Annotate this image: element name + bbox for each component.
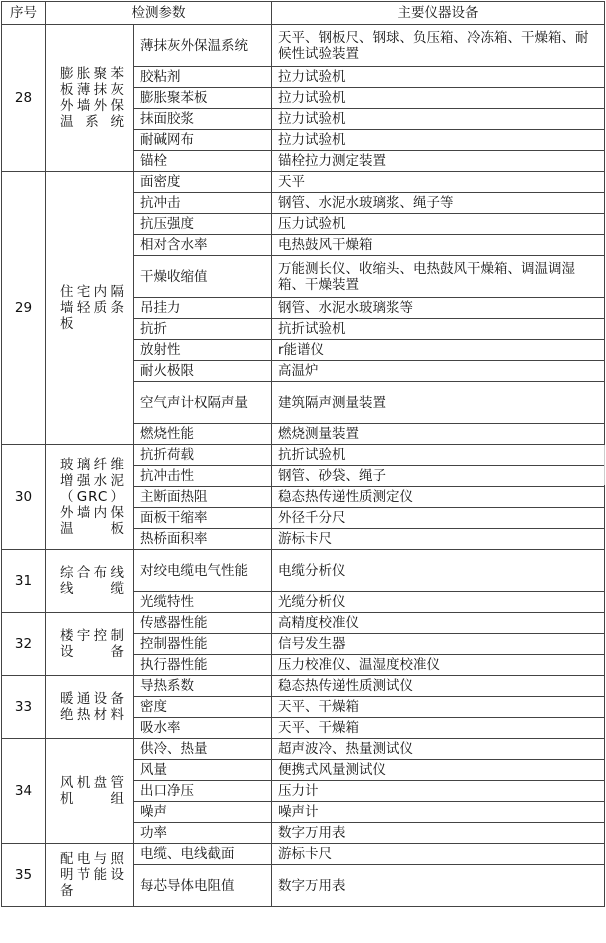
param-cell: 胶粘剂 <box>134 67 272 88</box>
header-equipment: 主要仪器设备 <box>272 2 605 25</box>
param-cell: 耐碱网布 <box>134 130 272 151</box>
param-cell: 抹面胶浆 <box>134 109 272 130</box>
param-cell: 控制器性能 <box>134 634 272 655</box>
table-body <box>2 25 605 907</box>
equipment-cell: 天平、干燥箱 <box>272 718 605 739</box>
equipment-cell: 天平 <box>272 172 605 193</box>
equipment-cell: r能谱仪 <box>272 340 605 361</box>
equipment-cell: 游标卡尺 <box>272 529 605 550</box>
system-name: 楼宇控制设备 <box>46 613 134 676</box>
equipment-cell: 高温炉 <box>272 361 605 382</box>
group-number: 34 <box>2 739 46 844</box>
system-name: 暖通设备绝热材料 <box>46 676 134 739</box>
param-cell: 热桥面积率 <box>134 529 272 550</box>
equipment-cell: 建筑隔声测量装置 <box>272 382 605 424</box>
equipment-cell: 万能测长仪、收缩头、电热鼓风干燥箱、调温调湿箱、干燥装置 <box>272 256 605 298</box>
equipment-cell: 高精度校准仪 <box>272 613 605 634</box>
param-cell: 抗折荷载 <box>134 445 272 466</box>
equipment-cell: 电缆分析仪 <box>272 550 605 592</box>
equipment-cell: 便携式风量测试仪 <box>272 760 605 781</box>
param-cell: 薄抹灰外保温系统 <box>134 25 272 67</box>
equipment-cell: 钢管、水泥水玻璃浆、绳子等 <box>272 193 605 214</box>
table-row <box>2 550 605 592</box>
table-row <box>2 676 605 697</box>
equipment-cell: 稳态热传递性质测试仪 <box>272 676 605 697</box>
equipment-cell: 数字万用表 <box>272 865 605 907</box>
param-cell: 功率 <box>134 823 272 844</box>
param-cell: 面板干缩率 <box>134 508 272 529</box>
param-cell: 吸水率 <box>134 718 272 739</box>
param-cell: 传感器性能 <box>134 613 272 634</box>
param-cell: 耐火极限 <box>134 361 272 382</box>
equipment-cell: 信号发生器 <box>272 634 605 655</box>
param-cell: 相对含水率 <box>134 235 272 256</box>
equipment-cell: 压力校准仪、温湿度校准仪 <box>272 655 605 676</box>
group-number: 31 <box>2 550 46 613</box>
equipment-cell: 钢管、水泥水玻璃浆等 <box>272 298 605 319</box>
param-cell: 锚栓 <box>134 151 272 172</box>
equipment-cell: 超声波冷、热量测试仪 <box>272 739 605 760</box>
system-name: 综合布线线缆 <box>46 550 134 613</box>
param-cell: 导热系数 <box>134 676 272 697</box>
table-row <box>2 613 605 634</box>
equipment-cell: 外径千分尺 <box>272 508 605 529</box>
system-name: 配电与照明节能设备 <box>46 844 134 907</box>
group-number: 28 <box>2 25 46 172</box>
equipment-cell: 锚栓拉力测定装置 <box>272 151 605 172</box>
table-row <box>2 172 605 193</box>
param-cell: 抗压强度 <box>134 214 272 235</box>
param-cell: 空气声计权隔声量 <box>134 382 272 424</box>
param-cell: 干燥收缩值 <box>134 256 272 298</box>
group-number: 30 <box>2 445 46 550</box>
equipment-cell: 光缆分析仪 <box>272 592 605 613</box>
param-cell: 供冷、热量 <box>134 739 272 760</box>
param-cell: 抗折 <box>134 319 272 340</box>
edge-line <box>604 445 605 485</box>
group-number: 35 <box>2 844 46 907</box>
equipment-cell: 压力试验机 <box>272 214 605 235</box>
equipment-cell: 噪声计 <box>272 802 605 823</box>
equipment-cell: 稳态热传递性质测定仪 <box>272 487 605 508</box>
param-cell: 抗冲击 <box>134 193 272 214</box>
table-row <box>2 844 605 865</box>
equipment-cell: 抗折试验机 <box>272 445 605 466</box>
header-params: 检测参数 <box>46 2 272 25</box>
header-row <box>2 2 605 25</box>
param-cell: 每芯导体电阻值 <box>134 865 272 907</box>
header-no: 序号 <box>2 2 46 25</box>
equipment-cell: 抗折试验机 <box>272 319 605 340</box>
system-name: 玻璃纤维增强水泥（GRC）外墙内保温板 <box>46 445 134 550</box>
equipment-cell: 电热鼓风干燥箱 <box>272 235 605 256</box>
param-cell: 对绞电缆电气性能 <box>134 550 272 592</box>
param-cell: 主断面热阻 <box>134 487 272 508</box>
equipment-cell: 游标卡尺 <box>272 844 605 865</box>
equipment-cell: 拉力试验机 <box>272 130 605 151</box>
equipment-table <box>1 1 605 907</box>
table-row <box>2 445 605 466</box>
system-name: 住宅内隔墙轻质条板 <box>46 172 134 445</box>
equipment-cell: 燃烧测量装置 <box>272 424 605 445</box>
param-cell: 光缆特性 <box>134 592 272 613</box>
group-number: 33 <box>2 676 46 739</box>
param-cell: 吊挂力 <box>134 298 272 319</box>
param-cell: 密度 <box>134 697 272 718</box>
param-cell: 燃烧性能 <box>134 424 272 445</box>
param-cell: 放射性 <box>134 340 272 361</box>
param-cell: 抗冲击性 <box>134 466 272 487</box>
system-name: 膨胀聚苯板薄抹灰外墙外保温系统 <box>46 25 134 172</box>
equipment-cell: 拉力试验机 <box>272 88 605 109</box>
equipment-cell: 天平、钢板尺、钢球、负压箱、冷冻箱、干燥箱、耐候性试验装置 <box>272 25 605 67</box>
param-cell: 面密度 <box>134 172 272 193</box>
group-number: 29 <box>2 172 46 445</box>
table-row <box>2 25 605 67</box>
table-row <box>2 739 605 760</box>
equipment-cell: 拉力试验机 <box>272 67 605 88</box>
param-cell: 电缆、电线截面 <box>134 844 272 865</box>
group-number: 32 <box>2 613 46 676</box>
param-cell: 风量 <box>134 760 272 781</box>
equipment-cell: 数字万用表 <box>272 823 605 844</box>
param-cell: 噪声 <box>134 802 272 823</box>
equipment-cell: 压力计 <box>272 781 605 802</box>
equipment-cell: 天平、干燥箱 <box>272 697 605 718</box>
equipment-cell: 钢管、砂袋、绳子 <box>272 466 605 487</box>
system-name: 风机盘管机组 <box>46 739 134 844</box>
param-cell: 出口净压 <box>134 781 272 802</box>
param-cell: 膨胀聚苯板 <box>134 88 272 109</box>
param-cell: 执行器性能 <box>134 655 272 676</box>
equipment-cell: 拉力试验机 <box>272 109 605 130</box>
